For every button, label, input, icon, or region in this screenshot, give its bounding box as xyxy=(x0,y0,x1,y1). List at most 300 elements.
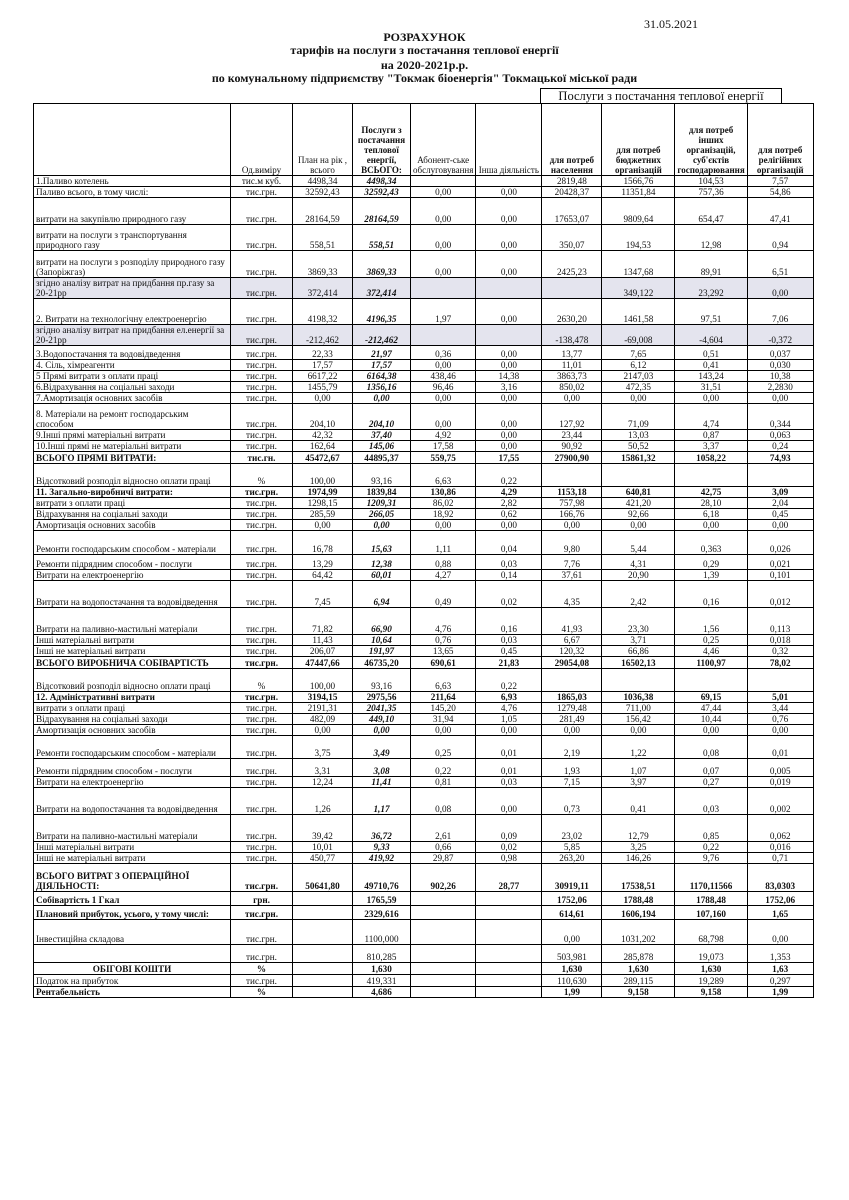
value-cell: 6,51 xyxy=(747,251,813,278)
value-cell: 20,90 xyxy=(602,570,675,581)
value-cell: 0,363 xyxy=(675,531,747,555)
value-cell: 558,51 xyxy=(293,225,353,251)
value-cell: 7,45 xyxy=(293,581,353,608)
value-cell: 4498,34 xyxy=(353,176,411,187)
value-cell: 30919,11 xyxy=(542,864,602,892)
value-cell xyxy=(411,278,476,299)
value-cell: 1,630 xyxy=(353,963,411,975)
value-cell: 9,80 xyxy=(542,531,602,555)
unit-cell: тис.грн. xyxy=(231,346,293,360)
row-label: 5 Прямі витрати з оплати праці xyxy=(34,371,231,382)
value-cell: 0,00 xyxy=(353,393,411,404)
value-cell: 10,38 xyxy=(747,371,813,382)
value-cell: 0,41 xyxy=(602,788,675,815)
value-cell: 29054,08 xyxy=(542,657,602,669)
table-row xyxy=(34,346,814,360)
value-cell: 0,00 xyxy=(411,187,476,198)
value-cell: 107,160 xyxy=(675,906,747,920)
row-label: Ремонти господарським способом - матеріали xyxy=(34,736,231,759)
value-cell: 162,64 xyxy=(293,441,353,452)
row-label: Витрати на паливно-мастильні матеріали xyxy=(34,815,231,842)
value-cell: 0,07 xyxy=(675,759,747,777)
value-cell: 0,16 xyxy=(675,581,747,608)
value-cell: 10,01 xyxy=(293,842,353,853)
value-cell: 0,87 xyxy=(675,430,747,441)
value-cell: 3,49 xyxy=(353,736,411,759)
value-cell: 17653,07 xyxy=(542,198,602,225)
value-cell: 10,44 xyxy=(675,714,747,725)
value-cell: 902,26 xyxy=(411,864,476,892)
value-cell: 0,76 xyxy=(411,635,476,646)
table-row xyxy=(34,736,814,759)
value-cell: 0,00 xyxy=(411,251,476,278)
table-row xyxy=(34,703,814,714)
value-cell: 0,00 xyxy=(747,920,813,945)
row-label: Відсотковий розподіл відносно оплати праці xyxy=(34,464,231,487)
table-row xyxy=(34,920,814,945)
value-cell: 71,09 xyxy=(602,404,675,430)
value-cell xyxy=(293,987,353,998)
table-row xyxy=(34,759,814,777)
value-cell: 0,00 xyxy=(675,393,747,404)
row-label: Собівартість 1 Гкал xyxy=(34,892,231,906)
value-cell: 1752,06 xyxy=(747,892,813,906)
value-cell: 3,97 xyxy=(602,777,675,788)
row-label: 11. Загально-виробничі витрати: xyxy=(34,487,231,498)
value-cell: 711,00 xyxy=(602,703,675,714)
row-label: ОБІГОВІ КОШТИ xyxy=(34,963,231,975)
value-cell: 46735,20 xyxy=(353,657,411,669)
value-cell: 0,00 xyxy=(411,360,476,371)
row-label: 8. Матеріали на ремонт господарським способом xyxy=(34,404,231,430)
value-cell: 640,81 xyxy=(602,487,675,498)
value-cell: 0,00 xyxy=(476,360,542,371)
value-cell: 17,58 xyxy=(411,441,476,452)
value-cell: 3,37 xyxy=(675,441,747,452)
value-cell: 654,47 xyxy=(675,198,747,225)
value-cell: 74,93 xyxy=(747,452,813,464)
value-cell: 16,78 xyxy=(293,531,353,555)
value-cell: 28,77 xyxy=(476,864,542,892)
unit-cell: тис.грн. xyxy=(231,531,293,555)
value-cell: 4,31 xyxy=(602,555,675,570)
value-cell: 0,02 xyxy=(476,581,542,608)
table-row xyxy=(34,441,814,452)
document-subtitle: тарифів на послуги з постачання теплової енергії xyxy=(290,43,559,57)
value-cell: 0,00 xyxy=(476,198,542,225)
value-cell: 1,630 xyxy=(675,963,747,975)
value-cell: 0,016 xyxy=(747,842,813,853)
value-cell: 0,01 xyxy=(476,736,542,759)
row-label: Відсотковий розподіл відносно оплати праці xyxy=(34,669,231,692)
value-cell: 4,46 xyxy=(675,646,747,657)
value-cell: 1974,99 xyxy=(293,487,353,498)
value-cell: 1,99 xyxy=(542,987,602,998)
table-row xyxy=(34,487,814,498)
value-cell: 2,82 xyxy=(476,498,542,509)
value-cell: 372,414 xyxy=(293,278,353,299)
value-cell xyxy=(411,325,476,346)
value-cell: 7,76 xyxy=(542,555,602,570)
value-cell: 6,63 xyxy=(411,669,476,692)
value-cell: 9,33 xyxy=(353,842,411,853)
value-cell xyxy=(411,892,476,906)
row-label: Інші матеріальні витрати xyxy=(34,635,231,646)
value-cell: 21,83 xyxy=(476,657,542,669)
value-cell: 22,33 xyxy=(293,346,353,360)
value-cell: 0,00 xyxy=(476,299,542,325)
unit-cell: тис.грн. xyxy=(231,646,293,657)
row-label: Амортизація основних засобів xyxy=(34,520,231,531)
value-cell: 0,09 xyxy=(476,815,542,842)
value-cell: 0,012 xyxy=(747,581,813,608)
value-cell: 1,22 xyxy=(602,736,675,759)
value-cell: 1347,68 xyxy=(602,251,675,278)
value-cell: 127,92 xyxy=(542,404,602,430)
value-cell xyxy=(602,464,675,487)
value-cell: 0,41 xyxy=(675,360,747,371)
value-cell: 438,46 xyxy=(411,371,476,382)
value-cell xyxy=(293,945,353,963)
value-cell: 37,61 xyxy=(542,570,602,581)
value-cell: 0,81 xyxy=(411,777,476,788)
value-cell: 4,27 xyxy=(411,570,476,581)
value-cell: 7,57 xyxy=(747,176,813,187)
header-cell: Од.виміру xyxy=(231,104,293,176)
value-cell xyxy=(476,892,542,906)
value-cell: 20428,37 xyxy=(542,187,602,198)
value-cell: 49710,76 xyxy=(353,864,411,892)
row-label: Витрати на водопостачання та водовідведення xyxy=(34,788,231,815)
value-cell: 83,0303 xyxy=(747,864,813,892)
value-cell: 12,98 xyxy=(675,225,747,251)
value-cell: 191,97 xyxy=(353,646,411,657)
value-cell: 0,03 xyxy=(476,555,542,570)
value-cell: 757,98 xyxy=(542,498,602,509)
value-cell: 5,44 xyxy=(602,531,675,555)
row-label: Податок на прибуток xyxy=(34,975,231,987)
table-row xyxy=(34,430,814,441)
unit-cell: тис.грн. xyxy=(231,393,293,404)
table-row xyxy=(34,725,814,736)
unit-cell: тис.грн. xyxy=(231,187,293,198)
value-cell: 0,08 xyxy=(675,736,747,759)
value-cell: 3869,33 xyxy=(353,251,411,278)
value-cell: 0,00 xyxy=(476,225,542,251)
value-cell xyxy=(542,464,602,487)
row-label: витрати з оплати праці xyxy=(34,703,231,714)
value-cell: 0,00 xyxy=(675,725,747,736)
value-cell: 1,11 xyxy=(411,531,476,555)
value-cell: 0,29 xyxy=(675,555,747,570)
value-cell: 42,75 xyxy=(675,487,747,498)
value-cell: 6,93 xyxy=(476,692,542,703)
value-cell: 0,98 xyxy=(476,853,542,864)
row-label: Витрати на паливно-мастильні матеріали xyxy=(34,608,231,635)
value-cell xyxy=(411,906,476,920)
value-cell: 15,63 xyxy=(353,531,411,555)
value-cell: 4,76 xyxy=(411,608,476,635)
table-row xyxy=(34,714,814,725)
services-group-header: Послуги з постачання теплової енергії xyxy=(540,88,782,104)
table-row xyxy=(34,906,814,920)
value-cell: 1865,03 xyxy=(542,692,602,703)
value-cell: 39,42 xyxy=(293,815,353,842)
value-cell xyxy=(411,975,476,987)
value-cell xyxy=(293,920,353,945)
value-cell: 19,073 xyxy=(675,945,747,963)
value-cell xyxy=(411,920,476,945)
value-cell: 3,31 xyxy=(293,759,353,777)
value-cell: 1566,76 xyxy=(602,176,675,187)
value-cell: 206,07 xyxy=(293,646,353,657)
value-cell: 146,26 xyxy=(602,853,675,864)
value-cell: 69,15 xyxy=(675,692,747,703)
table-row xyxy=(34,815,814,842)
value-cell: 4,29 xyxy=(476,487,542,498)
value-cell: 0,00 xyxy=(476,788,542,815)
table-row xyxy=(34,788,814,815)
value-cell: 6617,22 xyxy=(293,371,353,382)
unit-cell: тис.грн. xyxy=(231,815,293,842)
row-label: згідно аналізу витрат на придбання пр.газу за 20-21рр xyxy=(34,278,231,299)
row-label: Витрати на водопостачання та водовідведення xyxy=(34,581,231,608)
value-cell: 0,037 xyxy=(747,346,813,360)
value-cell: 289,115 xyxy=(602,975,675,987)
unit-cell: тис.грн. xyxy=(231,198,293,225)
header-cell: Абонент-ське обслуговування xyxy=(411,104,476,176)
document-date: 31.05.2021 xyxy=(644,17,698,31)
value-cell: 3194,15 xyxy=(293,692,353,703)
value-cell: 37,40 xyxy=(353,430,411,441)
value-cell: 0,00 xyxy=(602,520,675,531)
value-cell: 18,92 xyxy=(411,509,476,520)
table-row xyxy=(34,581,814,608)
value-cell: 0,36 xyxy=(411,346,476,360)
value-cell: 11,43 xyxy=(293,635,353,646)
value-cell: 50641,80 xyxy=(293,864,353,892)
value-cell: 92,66 xyxy=(602,509,675,520)
value-cell: 4,76 xyxy=(476,703,542,714)
value-cell: 145,06 xyxy=(353,441,411,452)
value-cell: 1,17 xyxy=(353,788,411,815)
value-cell: 6,67 xyxy=(542,635,602,646)
value-cell: 0,00 xyxy=(476,251,542,278)
value-cell: 0,16 xyxy=(476,608,542,635)
value-cell: -138,478 xyxy=(542,325,602,346)
table-row xyxy=(34,531,814,555)
unit-cell: тис.грн. xyxy=(231,703,293,714)
document-title: РОЗРАХУНОК xyxy=(383,30,466,44)
value-cell: 204,10 xyxy=(293,404,353,430)
table-row xyxy=(34,635,814,646)
unit-cell: тис.грн. xyxy=(231,404,293,430)
unit-cell: тис.грн. xyxy=(231,714,293,725)
value-cell: 66,86 xyxy=(602,646,675,657)
value-cell: 1839,84 xyxy=(353,487,411,498)
value-cell: 0,22 xyxy=(675,842,747,853)
value-cell: 0,00 xyxy=(476,393,542,404)
table-row xyxy=(34,509,814,520)
table-row xyxy=(34,251,814,278)
value-cell: 23,292 xyxy=(675,278,747,299)
value-cell: 0,00 xyxy=(353,725,411,736)
unit-cell: тис.грн. xyxy=(231,657,293,669)
value-cell: 4,74 xyxy=(675,404,747,430)
value-cell: 4,92 xyxy=(411,430,476,441)
value-cell: 0,32 xyxy=(747,646,813,657)
value-cell xyxy=(675,669,747,692)
unit-cell: тис.грн. xyxy=(231,555,293,570)
table-header-row xyxy=(34,104,814,176)
unit-cell: % xyxy=(231,669,293,692)
value-cell: 0,62 xyxy=(476,509,542,520)
value-cell: 21,97 xyxy=(353,346,411,360)
value-cell xyxy=(411,987,476,998)
value-cell: 0,00 xyxy=(747,725,813,736)
value-cell: 0,297 xyxy=(747,975,813,987)
value-cell: 0,00 xyxy=(411,198,476,225)
value-cell: 1788,48 xyxy=(602,892,675,906)
value-cell: 2147,03 xyxy=(602,371,675,382)
value-cell: 449,10 xyxy=(353,714,411,725)
value-cell: 2,61 xyxy=(411,815,476,842)
value-cell: 12,38 xyxy=(353,555,411,570)
value-cell: 45472,67 xyxy=(293,452,353,464)
value-cell xyxy=(602,669,675,692)
value-cell: 0,00 xyxy=(476,441,542,452)
value-cell: -212,462 xyxy=(353,325,411,346)
value-cell: 1,05 xyxy=(476,714,542,725)
value-cell: 16502,13 xyxy=(602,657,675,669)
unit-cell: тис.грн. xyxy=(231,325,293,346)
value-cell: -69,008 xyxy=(602,325,675,346)
value-cell: 29,87 xyxy=(411,853,476,864)
unit-cell: тис.грн. xyxy=(231,570,293,581)
value-cell: 0,04 xyxy=(476,531,542,555)
value-cell: 0,45 xyxy=(476,646,542,657)
value-cell: 1788,48 xyxy=(675,892,747,906)
value-cell: 23,44 xyxy=(542,430,602,441)
value-cell: 204,10 xyxy=(353,404,411,430)
value-cell: 1,07 xyxy=(602,759,675,777)
table-row xyxy=(34,382,814,393)
value-cell: 0,113 xyxy=(747,608,813,635)
value-cell: 263,20 xyxy=(542,853,602,864)
value-cell: 2,2830 xyxy=(747,382,813,393)
value-cell: 0,76 xyxy=(747,714,813,725)
table-row xyxy=(34,464,814,487)
value-cell xyxy=(293,906,353,920)
value-cell: 350,07 xyxy=(542,225,602,251)
table-row xyxy=(34,299,814,325)
table-row xyxy=(34,404,814,430)
row-label: ВСЬОГО ВИРОБНИЧА СОБІВАРТІСТЬ xyxy=(34,657,231,669)
value-cell: 44895,37 xyxy=(353,452,411,464)
value-cell: 17,57 xyxy=(353,360,411,371)
value-cell xyxy=(476,176,542,187)
table-row xyxy=(34,325,814,346)
value-cell: 0,03 xyxy=(476,635,542,646)
value-cell: 472,35 xyxy=(602,382,675,393)
value-cell: 0,22 xyxy=(411,759,476,777)
row-label: Інші не матеріальні витрати xyxy=(34,646,231,657)
value-cell: 2,42 xyxy=(602,581,675,608)
table-row xyxy=(34,657,814,669)
header-cell: для потреб бюджетних організацій xyxy=(602,104,675,176)
value-cell: 1,39 xyxy=(675,570,747,581)
value-cell: 757,36 xyxy=(675,187,747,198)
value-cell: 285,878 xyxy=(602,945,675,963)
value-cell: 32592,43 xyxy=(293,187,353,198)
value-cell: 285,59 xyxy=(293,509,353,520)
value-cell: 13,03 xyxy=(602,430,675,441)
value-cell: 13,77 xyxy=(542,346,602,360)
value-cell: 9,158 xyxy=(602,987,675,998)
row-label: витрати на послуги з транспортування природного газу xyxy=(34,225,231,251)
value-cell: 6,63 xyxy=(411,464,476,487)
value-cell: 0,00 xyxy=(602,393,675,404)
table-row xyxy=(34,842,814,853)
value-cell: 0,00 xyxy=(476,430,542,441)
value-cell: 93,16 xyxy=(353,669,411,692)
value-cell: 0,00 xyxy=(542,920,602,945)
value-cell: 7,65 xyxy=(602,346,675,360)
value-cell: 0,00 xyxy=(602,725,675,736)
value-cell: 482,09 xyxy=(293,714,353,725)
value-cell: 194,53 xyxy=(602,225,675,251)
value-cell: 0,51 xyxy=(675,346,747,360)
value-cell: 0,005 xyxy=(747,759,813,777)
value-cell: 1,353 xyxy=(747,945,813,963)
value-cell: 3869,33 xyxy=(293,251,353,278)
value-cell: 4196,35 xyxy=(353,299,411,325)
value-cell xyxy=(476,278,542,299)
value-cell: 0,94 xyxy=(747,225,813,251)
row-label: Амортизація основних засобів xyxy=(34,725,231,736)
value-cell: 7,15 xyxy=(542,777,602,788)
value-cell: 0,00 xyxy=(476,520,542,531)
row-label: ВСЬОГО ВИТРАТ З ОПЕРАЦІЙНОЇ ДІЯЛЬНОСТІ: xyxy=(34,864,231,892)
value-cell: 47,44 xyxy=(675,703,747,714)
value-cell: 2630,20 xyxy=(542,299,602,325)
value-cell xyxy=(476,945,542,963)
value-cell: 66,90 xyxy=(353,608,411,635)
table-row xyxy=(34,176,814,187)
value-cell: 1461,58 xyxy=(602,299,675,325)
value-cell: -4,604 xyxy=(675,325,747,346)
value-cell: 1752,06 xyxy=(542,892,602,906)
value-cell: 0,27 xyxy=(675,777,747,788)
row-label: Відрахування на соціальні заходи xyxy=(34,509,231,520)
value-cell: 559,75 xyxy=(411,452,476,464)
unit-cell: тис.грн. xyxy=(231,945,293,963)
value-cell xyxy=(476,987,542,998)
value-cell: 0,021 xyxy=(747,555,813,570)
table-row xyxy=(34,853,814,864)
value-cell: 1,99 xyxy=(747,987,813,998)
value-cell: 1,26 xyxy=(293,788,353,815)
value-cell: 0,71 xyxy=(747,853,813,864)
value-cell: 281,49 xyxy=(542,714,602,725)
unit-cell: тис.грн. xyxy=(231,853,293,864)
value-cell: 0,03 xyxy=(476,777,542,788)
header-cell: для потреб інших організацій, суб'єктів господарювання xyxy=(675,104,747,176)
value-cell: 0,026 xyxy=(747,531,813,555)
value-cell: 0,00 xyxy=(411,225,476,251)
value-cell xyxy=(542,278,602,299)
value-cell xyxy=(476,906,542,920)
